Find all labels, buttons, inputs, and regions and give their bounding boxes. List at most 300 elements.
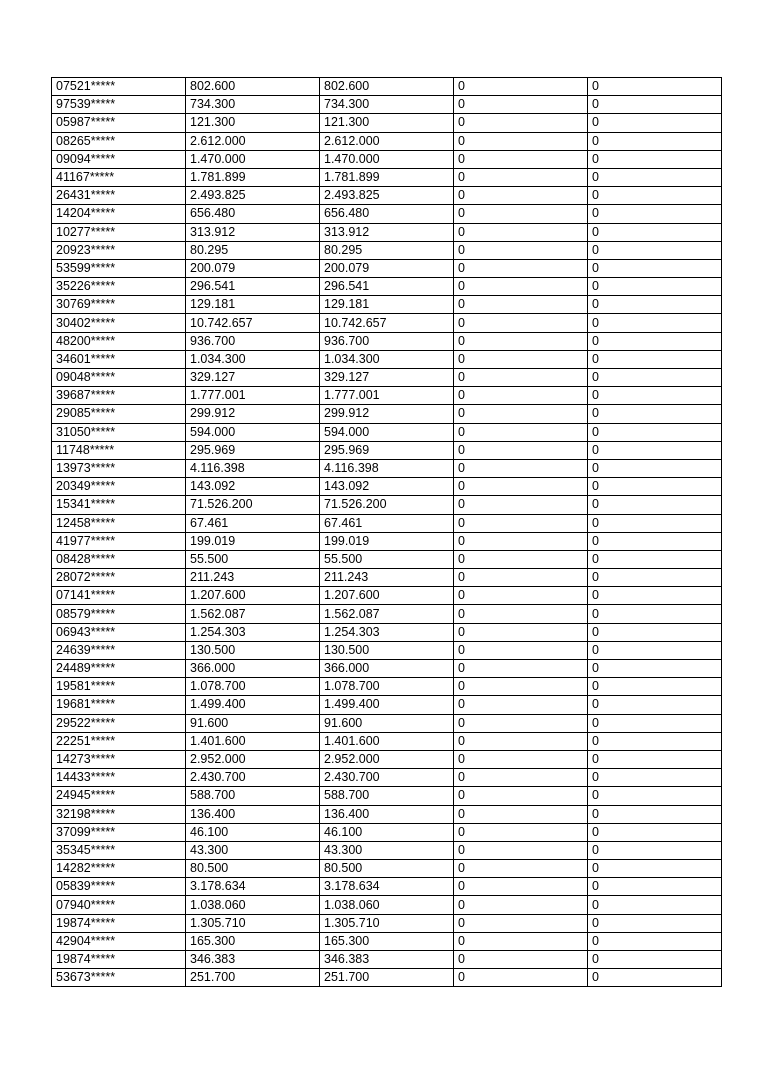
table-row bbox=[52, 969, 722, 987]
zero-cell: 0 bbox=[454, 750, 588, 768]
zero-cell-2: 0 bbox=[588, 496, 722, 514]
table-row bbox=[52, 405, 722, 423]
zero-cell: 0 bbox=[454, 641, 588, 659]
amount-cell: 2.612.000 bbox=[186, 132, 320, 150]
zero-cell: 0 bbox=[454, 696, 588, 714]
amount-repeat-cell: 329.127 bbox=[320, 369, 454, 387]
zero-cell-2: 0 bbox=[588, 96, 722, 114]
amount-repeat-cell: 588.700 bbox=[320, 787, 454, 805]
id-cell: 08265***** bbox=[52, 132, 186, 150]
amount-repeat-cell: 594.000 bbox=[320, 423, 454, 441]
amount-repeat-cell: 1.777.001 bbox=[320, 387, 454, 405]
zero-cell: 0 bbox=[454, 223, 588, 241]
zero-cell-2: 0 bbox=[588, 860, 722, 878]
id-cell: 05987***** bbox=[52, 114, 186, 132]
table-row bbox=[52, 732, 722, 750]
amount-cell: 2.493.825 bbox=[186, 187, 320, 205]
amount-repeat-cell: 91.600 bbox=[320, 714, 454, 732]
zero-cell: 0 bbox=[454, 496, 588, 514]
id-cell: 30402***** bbox=[52, 314, 186, 332]
amount-cell: 10.742.657 bbox=[186, 314, 320, 332]
zero-cell-2: 0 bbox=[588, 168, 722, 186]
zero-cell-2: 0 bbox=[588, 841, 722, 859]
zero-cell-2: 0 bbox=[588, 296, 722, 314]
zero-cell-2: 0 bbox=[588, 205, 722, 223]
table-row bbox=[52, 932, 722, 950]
data-table bbox=[51, 77, 722, 987]
zero-cell-2: 0 bbox=[588, 441, 722, 459]
zero-cell-2: 0 bbox=[588, 714, 722, 732]
zero-cell: 0 bbox=[454, 514, 588, 532]
amount-cell: 1.401.600 bbox=[186, 732, 320, 750]
table-row bbox=[52, 587, 722, 605]
zero-cell: 0 bbox=[454, 532, 588, 550]
id-cell: 09094***** bbox=[52, 150, 186, 168]
amount-cell: 366.000 bbox=[186, 660, 320, 678]
zero-cell: 0 bbox=[454, 332, 588, 350]
zero-cell-2: 0 bbox=[588, 769, 722, 787]
zero-cell-2: 0 bbox=[588, 478, 722, 496]
amount-repeat-cell: 1.254.303 bbox=[320, 623, 454, 641]
id-cell: 24489***** bbox=[52, 660, 186, 678]
amount-repeat-cell: 296.541 bbox=[320, 278, 454, 296]
amount-cell: 71.526.200 bbox=[186, 496, 320, 514]
id-cell: 14433***** bbox=[52, 769, 186, 787]
zero-cell: 0 bbox=[454, 96, 588, 114]
amount-cell: 143.092 bbox=[186, 478, 320, 496]
amount-repeat-cell: 734.300 bbox=[320, 96, 454, 114]
zero-cell-2: 0 bbox=[588, 569, 722, 587]
zero-cell-2: 0 bbox=[588, 969, 722, 987]
zero-cell: 0 bbox=[454, 78, 588, 96]
zero-cell-2: 0 bbox=[588, 805, 722, 823]
amount-repeat-cell: 55.500 bbox=[320, 550, 454, 568]
zero-cell: 0 bbox=[454, 405, 588, 423]
zero-cell-2: 0 bbox=[588, 696, 722, 714]
amount-repeat-cell: 936.700 bbox=[320, 332, 454, 350]
amount-repeat-cell: 1.305.710 bbox=[320, 914, 454, 932]
id-cell: 20349***** bbox=[52, 478, 186, 496]
amount-cell: 80.295 bbox=[186, 241, 320, 259]
amount-repeat-cell: 656.480 bbox=[320, 205, 454, 223]
amount-cell: 200.079 bbox=[186, 259, 320, 277]
id-cell: 53599***** bbox=[52, 259, 186, 277]
amount-cell: 130.500 bbox=[186, 641, 320, 659]
amount-cell: 1.254.303 bbox=[186, 623, 320, 641]
id-cell: 48200***** bbox=[52, 332, 186, 350]
zero-cell-2: 0 bbox=[588, 150, 722, 168]
amount-repeat-cell: 80.295 bbox=[320, 241, 454, 259]
amount-repeat-cell: 71.526.200 bbox=[320, 496, 454, 514]
zero-cell-2: 0 bbox=[588, 314, 722, 332]
amount-repeat-cell: 1.078.700 bbox=[320, 678, 454, 696]
id-cell: 26431***** bbox=[52, 187, 186, 205]
zero-cell: 0 bbox=[454, 423, 588, 441]
table-row bbox=[52, 678, 722, 696]
zero-cell-2: 0 bbox=[588, 132, 722, 150]
id-cell: 24639***** bbox=[52, 641, 186, 659]
id-cell: 53673***** bbox=[52, 969, 186, 987]
id-cell: 09048***** bbox=[52, 369, 186, 387]
zero-cell-2: 0 bbox=[588, 660, 722, 678]
amount-repeat-cell: 1.499.400 bbox=[320, 696, 454, 714]
table-row bbox=[52, 569, 722, 587]
id-cell: 29522***** bbox=[52, 714, 186, 732]
table-row bbox=[52, 150, 722, 168]
id-cell: 24945***** bbox=[52, 787, 186, 805]
amount-repeat-cell: 2.493.825 bbox=[320, 187, 454, 205]
id-cell: 19681***** bbox=[52, 696, 186, 714]
amount-cell: 1.499.400 bbox=[186, 696, 320, 714]
zero-cell-2: 0 bbox=[588, 951, 722, 969]
amount-repeat-cell: 211.243 bbox=[320, 569, 454, 587]
id-cell: 19874***** bbox=[52, 951, 186, 969]
amount-cell: 594.000 bbox=[186, 423, 320, 441]
table-row bbox=[52, 514, 722, 532]
id-cell: 07521***** bbox=[52, 78, 186, 96]
zero-cell-2: 0 bbox=[588, 896, 722, 914]
table-row bbox=[52, 641, 722, 659]
id-cell: 41167***** bbox=[52, 168, 186, 186]
id-cell: 35345***** bbox=[52, 841, 186, 859]
amount-repeat-cell: 313.912 bbox=[320, 223, 454, 241]
table-row bbox=[52, 550, 722, 568]
id-cell: 19581***** bbox=[52, 678, 186, 696]
id-cell: 06943***** bbox=[52, 623, 186, 641]
zero-cell: 0 bbox=[454, 459, 588, 477]
id-cell: 39687***** bbox=[52, 387, 186, 405]
zero-cell-2: 0 bbox=[588, 423, 722, 441]
zero-cell: 0 bbox=[454, 860, 588, 878]
id-cell: 34601***** bbox=[52, 350, 186, 368]
zero-cell-2: 0 bbox=[588, 187, 722, 205]
id-cell: 42904***** bbox=[52, 932, 186, 950]
amount-cell: 43.300 bbox=[186, 841, 320, 859]
zero-cell: 0 bbox=[454, 932, 588, 950]
zero-cell: 0 bbox=[454, 350, 588, 368]
amount-cell: 299.912 bbox=[186, 405, 320, 423]
amount-cell: 1.470.000 bbox=[186, 150, 320, 168]
id-cell: 07940***** bbox=[52, 896, 186, 914]
amount-cell: 1.305.710 bbox=[186, 914, 320, 932]
table-row bbox=[52, 623, 722, 641]
table-row bbox=[52, 532, 722, 550]
amount-repeat-cell: 200.079 bbox=[320, 259, 454, 277]
zero-cell: 0 bbox=[454, 168, 588, 186]
zero-cell: 0 bbox=[454, 569, 588, 587]
amount-repeat-cell: 1.781.899 bbox=[320, 168, 454, 186]
zero-cell-2: 0 bbox=[588, 278, 722, 296]
zero-cell: 0 bbox=[454, 187, 588, 205]
amount-repeat-cell: 295.969 bbox=[320, 441, 454, 459]
zero-cell: 0 bbox=[454, 714, 588, 732]
amount-repeat-cell: 143.092 bbox=[320, 478, 454, 496]
zero-cell: 0 bbox=[454, 587, 588, 605]
id-cell: 28072***** bbox=[52, 569, 186, 587]
zero-cell: 0 bbox=[454, 150, 588, 168]
zero-cell-2: 0 bbox=[588, 732, 722, 750]
zero-cell: 0 bbox=[454, 951, 588, 969]
amount-cell: 734.300 bbox=[186, 96, 320, 114]
zero-cell-2: 0 bbox=[588, 387, 722, 405]
zero-cell-2: 0 bbox=[588, 332, 722, 350]
id-cell: 14282***** bbox=[52, 860, 186, 878]
table-row bbox=[52, 332, 722, 350]
id-cell: 22251***** bbox=[52, 732, 186, 750]
amount-repeat-cell: 366.000 bbox=[320, 660, 454, 678]
amount-cell: 313.912 bbox=[186, 223, 320, 241]
id-cell: 07141***** bbox=[52, 587, 186, 605]
table-row bbox=[52, 114, 722, 132]
zero-cell: 0 bbox=[454, 314, 588, 332]
table-row bbox=[52, 478, 722, 496]
zero-cell: 0 bbox=[454, 114, 588, 132]
id-cell: 14273***** bbox=[52, 750, 186, 768]
zero-cell-2: 0 bbox=[588, 587, 722, 605]
table-row bbox=[52, 132, 722, 150]
amount-cell: 295.969 bbox=[186, 441, 320, 459]
id-cell: 19874***** bbox=[52, 914, 186, 932]
amount-cell: 346.383 bbox=[186, 951, 320, 969]
table-row bbox=[52, 223, 722, 241]
amount-repeat-cell: 1.207.600 bbox=[320, 587, 454, 605]
zero-cell-2: 0 bbox=[588, 750, 722, 768]
zero-cell-2: 0 bbox=[588, 932, 722, 950]
zero-cell-2: 0 bbox=[588, 369, 722, 387]
zero-cell-2: 0 bbox=[588, 623, 722, 641]
table-row bbox=[52, 369, 722, 387]
table-row bbox=[52, 860, 722, 878]
table-row bbox=[52, 951, 722, 969]
amount-cell: 199.019 bbox=[186, 532, 320, 550]
zero-cell: 0 bbox=[454, 550, 588, 568]
table-row bbox=[52, 278, 722, 296]
amount-repeat-cell: 136.400 bbox=[320, 805, 454, 823]
amount-repeat-cell: 251.700 bbox=[320, 969, 454, 987]
amount-repeat-cell: 10.742.657 bbox=[320, 314, 454, 332]
document-page bbox=[51, 77, 721, 987]
zero-cell: 0 bbox=[454, 605, 588, 623]
zero-cell: 0 bbox=[454, 478, 588, 496]
table-row bbox=[52, 96, 722, 114]
amount-cell: 1.562.087 bbox=[186, 605, 320, 623]
amount-repeat-cell: 2.430.700 bbox=[320, 769, 454, 787]
zero-cell: 0 bbox=[454, 278, 588, 296]
id-cell: 08579***** bbox=[52, 605, 186, 623]
table-row bbox=[52, 168, 722, 186]
zero-cell: 0 bbox=[454, 660, 588, 678]
table-body bbox=[52, 78, 722, 987]
zero-cell: 0 bbox=[454, 878, 588, 896]
table-row bbox=[52, 787, 722, 805]
zero-cell: 0 bbox=[454, 205, 588, 223]
amount-cell: 91.600 bbox=[186, 714, 320, 732]
id-cell: 35226***** bbox=[52, 278, 186, 296]
amount-cell: 2.952.000 bbox=[186, 750, 320, 768]
amount-cell: 656.480 bbox=[186, 205, 320, 223]
zero-cell-2: 0 bbox=[588, 241, 722, 259]
id-cell: 13973***** bbox=[52, 459, 186, 477]
table-row bbox=[52, 459, 722, 477]
amount-repeat-cell: 121.300 bbox=[320, 114, 454, 132]
amount-repeat-cell: 299.912 bbox=[320, 405, 454, 423]
table-row bbox=[52, 496, 722, 514]
zero-cell-2: 0 bbox=[588, 878, 722, 896]
zero-cell: 0 bbox=[454, 387, 588, 405]
amount-repeat-cell: 43.300 bbox=[320, 841, 454, 859]
id-cell: 15341***** bbox=[52, 496, 186, 514]
zero-cell: 0 bbox=[454, 369, 588, 387]
zero-cell-2: 0 bbox=[588, 78, 722, 96]
id-cell: 10277***** bbox=[52, 223, 186, 241]
amount-repeat-cell: 1.038.060 bbox=[320, 896, 454, 914]
amount-repeat-cell: 67.461 bbox=[320, 514, 454, 532]
zero-cell: 0 bbox=[454, 132, 588, 150]
zero-cell-2: 0 bbox=[588, 350, 722, 368]
zero-cell: 0 bbox=[454, 914, 588, 932]
amount-cell: 136.400 bbox=[186, 805, 320, 823]
id-cell: 20923***** bbox=[52, 241, 186, 259]
amount-cell: 802.600 bbox=[186, 78, 320, 96]
amount-cell: 2.430.700 bbox=[186, 769, 320, 787]
amount-repeat-cell: 1.401.600 bbox=[320, 732, 454, 750]
zero-cell-2: 0 bbox=[588, 405, 722, 423]
table-row bbox=[52, 769, 722, 787]
id-cell: 37099***** bbox=[52, 823, 186, 841]
id-cell: 05839***** bbox=[52, 878, 186, 896]
id-cell: 29085***** bbox=[52, 405, 186, 423]
zero-cell-2: 0 bbox=[588, 914, 722, 932]
table-row bbox=[52, 878, 722, 896]
amount-cell: 1.038.060 bbox=[186, 896, 320, 914]
zero-cell-2: 0 bbox=[588, 678, 722, 696]
zero-cell: 0 bbox=[454, 732, 588, 750]
table-row bbox=[52, 296, 722, 314]
zero-cell: 0 bbox=[454, 259, 588, 277]
zero-cell: 0 bbox=[454, 441, 588, 459]
table-row bbox=[52, 750, 722, 768]
amount-cell: 1.777.001 bbox=[186, 387, 320, 405]
zero-cell-2: 0 bbox=[588, 459, 722, 477]
zero-cell-2: 0 bbox=[588, 823, 722, 841]
table-row bbox=[52, 78, 722, 96]
id-cell: 08428***** bbox=[52, 550, 186, 568]
zero-cell-2: 0 bbox=[588, 550, 722, 568]
id-cell: 30769***** bbox=[52, 296, 186, 314]
amount-repeat-cell: 2.612.000 bbox=[320, 132, 454, 150]
amount-repeat-cell: 129.181 bbox=[320, 296, 454, 314]
zero-cell-2: 0 bbox=[588, 223, 722, 241]
id-cell: 31050***** bbox=[52, 423, 186, 441]
amount-cell: 211.243 bbox=[186, 569, 320, 587]
amount-cell: 165.300 bbox=[186, 932, 320, 950]
amount-cell: 4.116.398 bbox=[186, 459, 320, 477]
amount-repeat-cell: 3.178.634 bbox=[320, 878, 454, 896]
id-cell: 97539***** bbox=[52, 96, 186, 114]
amount-repeat-cell: 2.952.000 bbox=[320, 750, 454, 768]
amount-repeat-cell: 346.383 bbox=[320, 951, 454, 969]
amount-repeat-cell: 1.034.300 bbox=[320, 350, 454, 368]
amount-cell: 55.500 bbox=[186, 550, 320, 568]
zero-cell-2: 0 bbox=[588, 532, 722, 550]
table-row bbox=[52, 259, 722, 277]
amount-cell: 936.700 bbox=[186, 332, 320, 350]
zero-cell: 0 bbox=[454, 296, 588, 314]
table-row bbox=[52, 387, 722, 405]
table-row bbox=[52, 660, 722, 678]
id-cell: 41977***** bbox=[52, 532, 186, 550]
id-cell: 11748***** bbox=[52, 441, 186, 459]
amount-cell: 1.078.700 bbox=[186, 678, 320, 696]
amount-cell: 121.300 bbox=[186, 114, 320, 132]
id-cell: 12458***** bbox=[52, 514, 186, 532]
zero-cell: 0 bbox=[454, 769, 588, 787]
zero-cell: 0 bbox=[454, 823, 588, 841]
table-row bbox=[52, 314, 722, 332]
amount-repeat-cell: 165.300 bbox=[320, 932, 454, 950]
zero-cell: 0 bbox=[454, 896, 588, 914]
table-row bbox=[52, 441, 722, 459]
amount-cell: 129.181 bbox=[186, 296, 320, 314]
zero-cell: 0 bbox=[454, 787, 588, 805]
amount-cell: 1.781.899 bbox=[186, 168, 320, 186]
amount-cell: 46.100 bbox=[186, 823, 320, 841]
zero-cell: 0 bbox=[454, 241, 588, 259]
zero-cell-2: 0 bbox=[588, 514, 722, 532]
table-row bbox=[52, 241, 722, 259]
table-row bbox=[52, 605, 722, 623]
amount-cell: 1.207.600 bbox=[186, 587, 320, 605]
amount-cell: 588.700 bbox=[186, 787, 320, 805]
amount-repeat-cell: 1.562.087 bbox=[320, 605, 454, 623]
zero-cell-2: 0 bbox=[588, 787, 722, 805]
amount-cell: 296.541 bbox=[186, 278, 320, 296]
amount-cell: 80.500 bbox=[186, 860, 320, 878]
amount-cell: 329.127 bbox=[186, 369, 320, 387]
table-row bbox=[52, 714, 722, 732]
zero-cell: 0 bbox=[454, 805, 588, 823]
table-row bbox=[52, 841, 722, 859]
amount-repeat-cell: 4.116.398 bbox=[320, 459, 454, 477]
zero-cell-2: 0 bbox=[588, 114, 722, 132]
table-row bbox=[52, 896, 722, 914]
table-row bbox=[52, 696, 722, 714]
zero-cell: 0 bbox=[454, 623, 588, 641]
table-row bbox=[52, 805, 722, 823]
zero-cell-2: 0 bbox=[588, 641, 722, 659]
zero-cell: 0 bbox=[454, 678, 588, 696]
table-row bbox=[52, 423, 722, 441]
zero-cell-2: 0 bbox=[588, 259, 722, 277]
amount-cell: 3.178.634 bbox=[186, 878, 320, 896]
amount-repeat-cell: 130.500 bbox=[320, 641, 454, 659]
table-row bbox=[52, 205, 722, 223]
zero-cell: 0 bbox=[454, 841, 588, 859]
amount-cell: 67.461 bbox=[186, 514, 320, 532]
table-row bbox=[52, 187, 722, 205]
amount-repeat-cell: 1.470.000 bbox=[320, 150, 454, 168]
zero-cell: 0 bbox=[454, 969, 588, 987]
amount-repeat-cell: 199.019 bbox=[320, 532, 454, 550]
table-row bbox=[52, 914, 722, 932]
zero-cell-2: 0 bbox=[588, 605, 722, 623]
amount-repeat-cell: 80.500 bbox=[320, 860, 454, 878]
amount-cell: 1.034.300 bbox=[186, 350, 320, 368]
id-cell: 14204***** bbox=[52, 205, 186, 223]
amount-repeat-cell: 46.100 bbox=[320, 823, 454, 841]
amount-repeat-cell: 802.600 bbox=[320, 78, 454, 96]
amount-cell: 251.700 bbox=[186, 969, 320, 987]
